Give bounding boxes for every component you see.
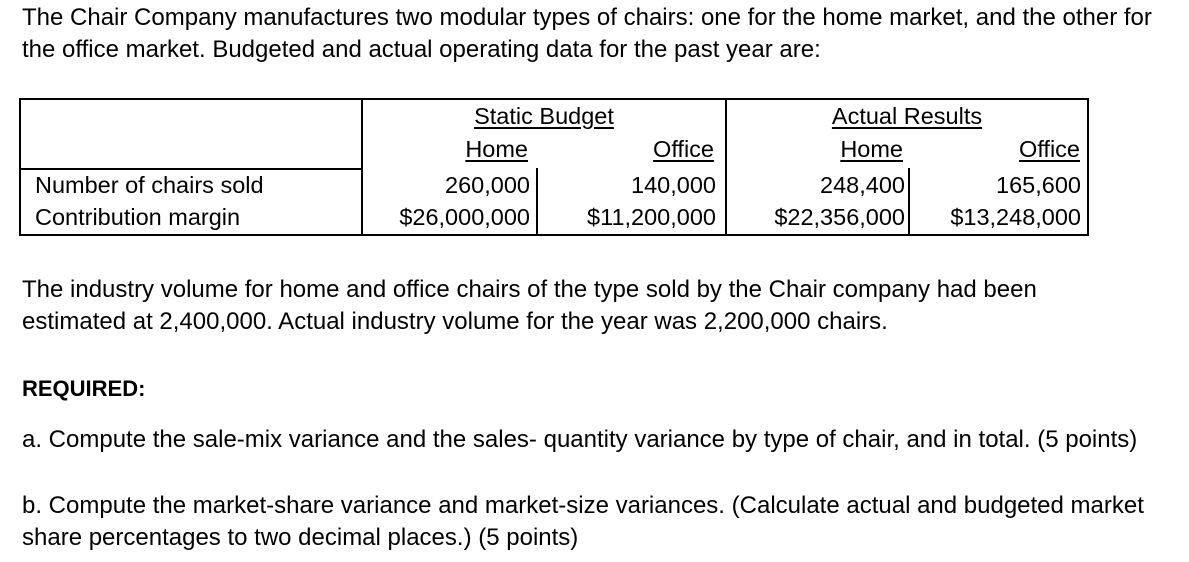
row-label-chairs-sold: Number of chairs sold — [35, 172, 264, 198]
cell-margin-actual-office: $13,248,000 — [950, 204, 1081, 230]
group-header-static-budget: Static Budget — [474, 103, 614, 129]
question-a: a. Compute the sale-mix variance and the sales- quantity variance by type of chair, and in total. (5 points) — [22, 426, 1138, 453]
cell-chairs-actual-office: 165,600 — [996, 172, 1081, 198]
cell-chairs-budget-home: 260,000 — [445, 172, 530, 198]
sub-header-actual-home: Home — [840, 136, 903, 162]
intro-paragraph: The Chair Company manufactures two modular types of chairs: one for the home market, and the other for the office market. Budgeted and actual operating data for the past year are: — [22, 4, 1152, 63]
industry-paragraph: The industry volume for home and office chairs of the type sold by the Chair company had been estimated at 2,400,000. Actual industry volume for the year was 2,200,000 chairs. — [22, 276, 1037, 335]
cell-margin-actual-home: $22,356,000 — [774, 204, 905, 230]
cell-chairs-actual-home: 248,400 — [820, 172, 905, 198]
cell-margin-budget-office: $11,200,000 — [587, 204, 716, 230]
sub-header-budget-home: Home — [465, 136, 528, 162]
cell-margin-budget-home: $26,000,000 — [399, 204, 530, 230]
sub-header-budget-office: Office — [653, 136, 714, 162]
required-heading: REQUIRED: — [22, 376, 146, 401]
sub-header-actual-office: Office — [1019, 136, 1080, 162]
question-b: b. Compute the market-share variance and market-size variances. (Calculate actual and budgeted market share percentages to two decimal places.) (5 points) — [22, 492, 1144, 551]
operating-data-table — [19, 98, 1089, 236]
row-label-contribution-margin: Contribution margin — [35, 204, 241, 230]
cell-chairs-budget-office: 140,000 — [631, 172, 716, 198]
group-header-actual-results: Actual Results — [831, 103, 983, 129]
